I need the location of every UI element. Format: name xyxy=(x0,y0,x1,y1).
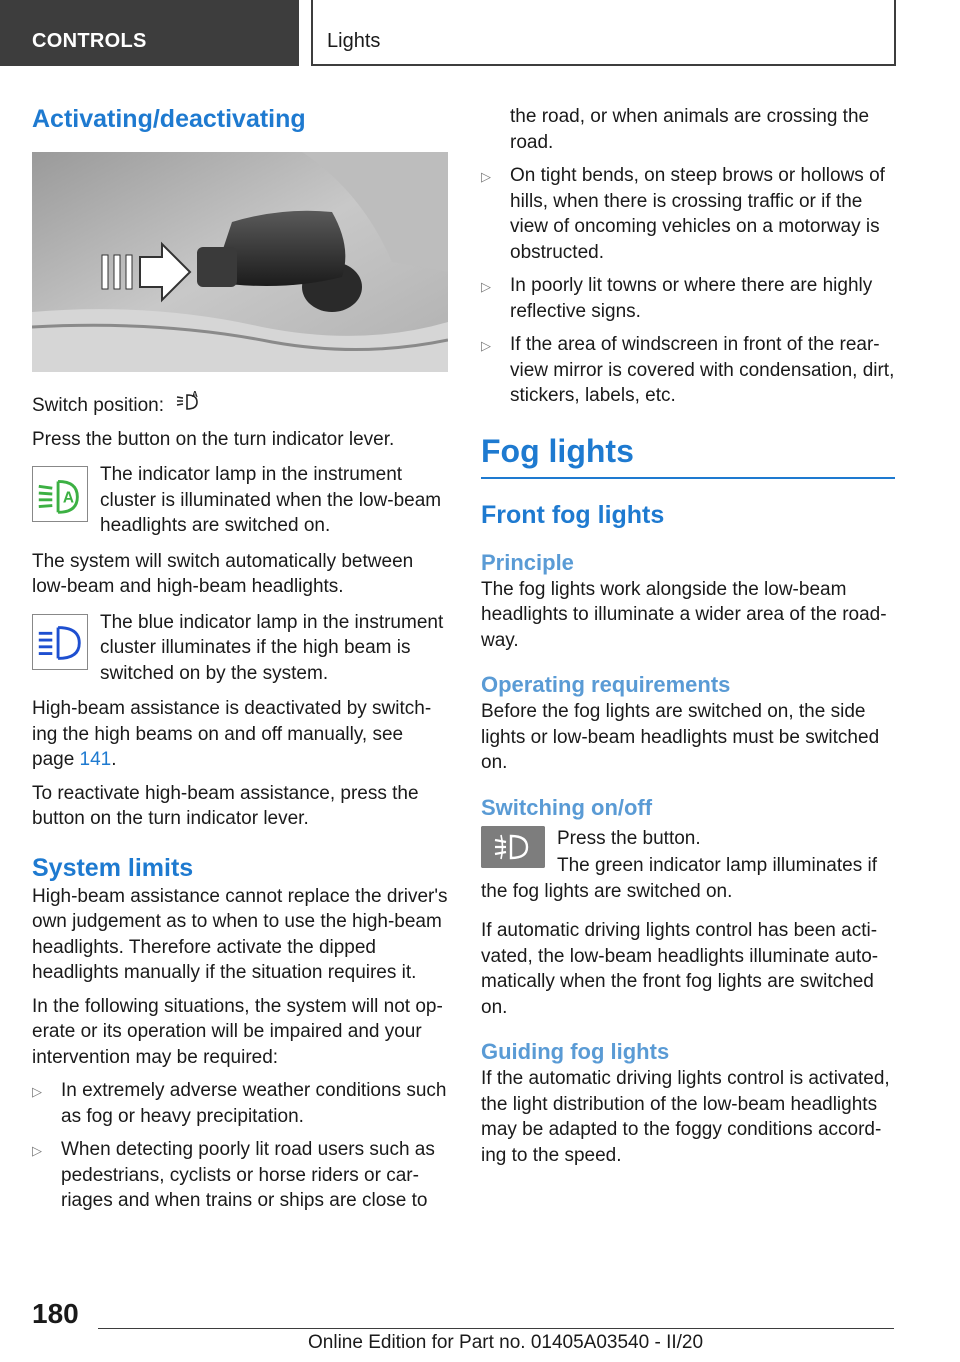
fog-button-row xyxy=(481,826,895,879)
list-item-text: On tight bends, on steep brows or hollows of hills, when there is crossing traffic or if the view of oncoming vehicles on a motorway is obstructed. xyxy=(510,165,885,263)
guiding-text: If the automatic driving lights control is activated, the light distribution of the low-beam headlights may be adapted to the foggy conditions according to the speed. xyxy=(481,1068,890,1166)
turn-indicator-lever-photo xyxy=(32,152,448,372)
press-button-text: Press the button on the turn indicator lever. xyxy=(32,428,395,450)
list-item-text: In poorly lit towns or where there are highly reflective signs. xyxy=(510,275,873,322)
high-beam-icon xyxy=(32,614,88,670)
continued-text: the road, or when animals are crossing the road. xyxy=(510,106,870,153)
heading-guiding-fog-lights: Guiding fog lights xyxy=(481,1039,670,1064)
svg-text:A: A xyxy=(191,390,198,399)
list-item-text: If the area of windscreen in front of the rear-view mirror is covered with condensation, dirt, stickers, labels, etc. xyxy=(510,334,895,406)
principle-text: The fog lights work alongside the low-beam headlights to illuminate a wider area of the roadway. xyxy=(481,578,887,651)
deactivated-text-start: High-beam assistance is deactivated by switching the high beams on and off manually, see page xyxy=(32,698,432,770)
triangle-right-icon: ▷ xyxy=(481,169,491,184)
list-item xyxy=(32,1137,448,1214)
triangle-right-icon: ▷ xyxy=(481,279,491,294)
heading-activating: Activating/deactivating xyxy=(32,105,306,133)
green-lamp-text-start: The green indicator lamp illuminates if xyxy=(557,855,877,876)
svg-text:A: A xyxy=(62,489,75,507)
triangle-right-icon: ▷ xyxy=(32,1143,42,1158)
header-section-label: CONTROLS xyxy=(32,30,147,52)
heading-operating-requirements: Operating requirements xyxy=(481,672,731,697)
heading-front-fog-lights: Front fog lights xyxy=(481,500,665,529)
list-item xyxy=(32,1078,448,1129)
edition-text: Online Edition for Part no. 01405A03540 - II/20 xyxy=(308,1332,704,1353)
header-chapter xyxy=(311,0,896,66)
heading-fog-lights: Fog lights xyxy=(481,431,895,479)
deactivated-text xyxy=(32,696,448,773)
limits-list-right xyxy=(481,163,895,409)
green-lamp-text-end: the fog lights are switched on. xyxy=(481,880,733,902)
low-beam-assist-icon xyxy=(32,466,88,522)
switch-position-label: Switch position: xyxy=(32,395,165,416)
auto-switch-text: The system will switch automatically between low-beam and high-beam headlights. xyxy=(32,550,414,597)
limits-list-left xyxy=(32,1078,448,1214)
list-item-text: When detecting poorly lit road users such as pedestrians, cyclists or horse riders or carriages and when trains or ships are close to xyxy=(61,1139,435,1211)
list-item-text: In extremely adverse weather conditions such as fog or heavy precipitation. xyxy=(61,1080,447,1127)
footer-divider xyxy=(98,1328,894,1329)
left-column xyxy=(32,100,448,1222)
green-indicator-row xyxy=(32,466,448,539)
deactivated-text-end: . xyxy=(111,749,117,770)
fog-light-icon xyxy=(481,826,545,868)
limits-paragraph-1: High-beam assistance cannot replace the driver's own judgement as to when to use the high-beam headlights. Therefore activate the dipped headlights manually if the situation requires it. xyxy=(32,885,448,983)
green-indicator-text: The indicator lamp in the instrument cluster is illuminated when the low-beam headlights are switched on. xyxy=(100,464,442,536)
triangle-right-icon: ▷ xyxy=(481,338,491,353)
heading-system-limits: System limits xyxy=(32,853,194,882)
heading-principle: Principle xyxy=(481,549,574,575)
switch-position-icon xyxy=(175,390,201,416)
right-column xyxy=(481,104,895,1176)
triangle-right-icon: ▷ xyxy=(32,1084,42,1099)
fog-button-text xyxy=(557,826,877,879)
limits-paragraph-2: In the following situations, the system will not operate or its operation will be impaired and your intervention may be required: xyxy=(32,995,443,1068)
heading-switching-on-off: Switching on/off xyxy=(481,794,653,820)
page-link-141[interactable]: 141 xyxy=(79,749,112,770)
list-item xyxy=(481,163,895,265)
header-section xyxy=(0,0,299,66)
auto-lights-text: If automatic driving lights control has been activated, the low-beam headlights illuminate automatically when the front fog lights are switched on. xyxy=(481,920,879,1018)
press-the-button-text: Press the button. xyxy=(557,827,701,849)
list-item xyxy=(481,332,895,409)
switch-position-line xyxy=(32,389,448,419)
requirements-text: Before the fog lights are switched on, the side lights or low-beam headlights must be switched on. xyxy=(481,701,880,773)
header-chapter-label: Lights xyxy=(327,30,381,52)
reactivate-text: To reactivate high-beam assistance, press the button on the turn indicator lever. xyxy=(32,782,419,829)
page-number: 180 xyxy=(32,1298,79,1329)
blue-indicator-text: The blue indicator lamp in the instrument cluster illuminates if the high beam is switched on by the system. xyxy=(100,611,444,684)
blue-indicator-row xyxy=(32,611,448,687)
list-item xyxy=(481,273,895,324)
